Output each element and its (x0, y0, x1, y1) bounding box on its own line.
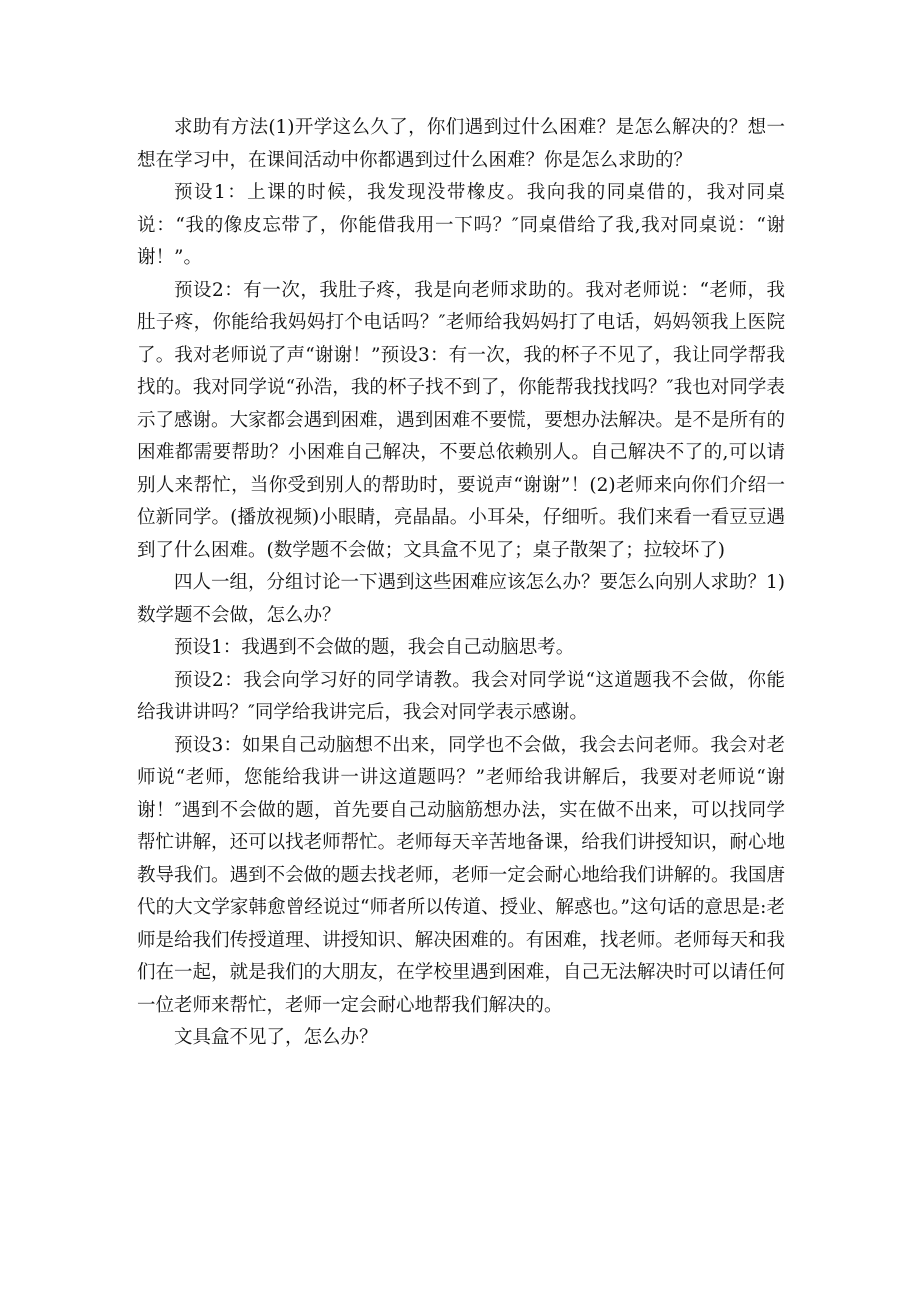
paragraph-preset-1: 预设1：上课的时候，我发现没带橡皮。我向我的同桌借的，我对同桌说：“我的像皮忘带了，你能借我用一下吗？″同桌借给了我,我对同桌说：“谢谢！”。 (137, 182, 785, 268)
paragraph-pencil-case: 文具盒不见了，怎么办？ (174, 1027, 378, 1048)
paragraph-group-discussion: 四人一组，分组讨论一下遇到这些困难应该怎么办？要怎么向别人求助？1)数学题不会做，怎么办？ (137, 572, 785, 626)
paragraph-preset-2: 预设2：有一次，我肚子疼，我是向老师求助的。我对老师说：“老师，我肚子疼，你能给我妈妈打个电话吗？″老师给我妈妈打了电话，妈妈领我上医院了。我对老师说了声“谢谢！”预设3：有一次，我的杯子不见了，我让同学帮我找的。我对同学说“孙浩，我的杯子找不到了，你能帮我找找吗？″我也对同学表示了感谢。大家都会遇到困难，遇到困难不要慌，要想办法解决。是不是所有的困难都需要帮助？小困难自己解决，不要总依赖别人。自己解决不了的,可以请别人来帮忙，当你受到别人的帮助时，要说声“谢谢”！(2)老师来向你们介绍一位新同学。(播放视频)小眼睛，亮晶晶。小耳朵，仔细听。我们来看一看豆豆遇到了什么困难。(数学题不会做；文具盒不见了；桌子散架了；拉较坏了) (137, 279, 785, 561)
paragraph-math-preset-2: 预设2：我会向学习好的同学请教。我会对同学说“这道题我不会做，你能给我讲讲吗？″同学给我讲完后，我会对同学表示感谢。 (137, 669, 785, 723)
paragraph-intro: 求助有方法(1)开学这么久了，你们遇到过什么困难？是怎么解决的？想一想在学习中，在课间活动中你都遇到过什么困难？你是怎么求助的？ (137, 117, 785, 171)
document-page (137, 112, 785, 1055)
paragraph-math-preset-3: 预设3：如果自己动脑想不出来，同学也不会做，我会去问老师。我会对老师说“老师，您能给我讲一讲这道题吗？”老师给我讲解后，我要对老师说“谢谢！″遇到不会做的题，首先要自己动脑筋想办法，实在做不出来，可以找同学帮忙讲解，还可以找老师帮忙。老师每天辛苦地备课，给我们讲授知识，耐心地教导我们。遇到不会做的题去找老师，老师一定会耐心地给我们讲解的。我国唐代的大文学家韩愈曾经说过“师者所以传道、授业、解惑也。”这句话的意思是:老师是给我们传授道理、讲授知识、解决困难的。有困难，找老师。老师每天和我们在一起，就是我们的大朋友，在学校里遇到困难，自己无法解决时可以请任何一位老师来帮忙，老师一定会耐心地帮我们解决的。 (137, 734, 785, 1016)
paragraph-math-preset-1: 预设1：我遇到不会做的题，我会自己动脑思考。 (174, 637, 575, 658)
